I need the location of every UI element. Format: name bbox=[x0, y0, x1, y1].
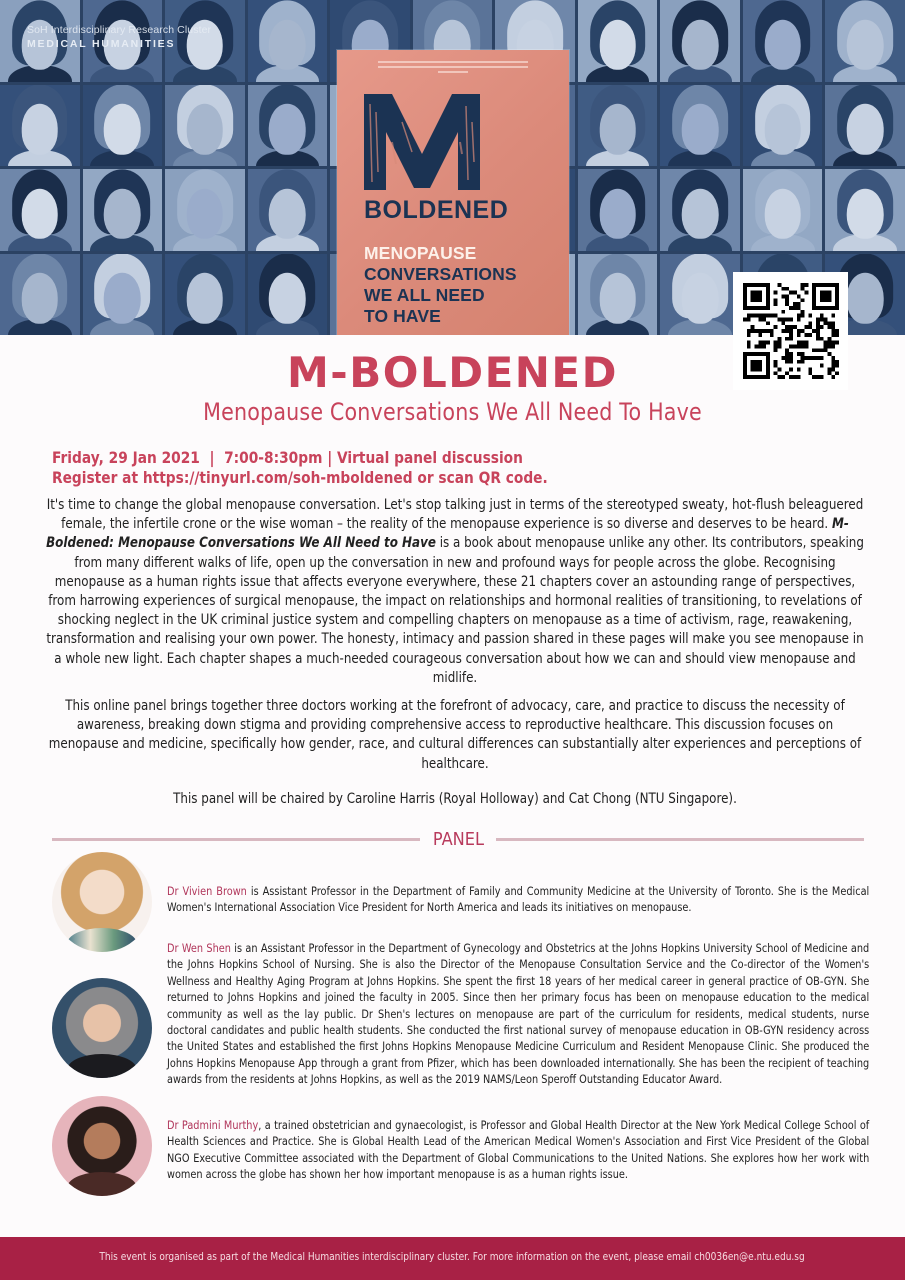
qr-code[interactable] bbox=[733, 272, 848, 390]
contributor-photo bbox=[743, 0, 823, 82]
panel-section-divider bbox=[52, 827, 864, 851]
description-paragraph-2 bbox=[46, 697, 864, 774]
description-text: is a book about menopause unlike any other. Its contributors, speaking from many different walks of life, open up the conversation in new and profound ways for people across the globe. Recognising menopause as a human rights issue that affects everyone everywhere, these 21 chapters cover an astounding range of perspectives, from harrowing experiences of surgical menopause, the impact on relationships and hormonal realities of transitioning, to revelations of shocking neglect in the UK criminal justice system and compelling chapters on menopause as a time of activism, rage, reawakening, transformation and realising your own power. The honesty, intimacy and passion shared in these pages will make you see menopause in a whole new light. Each chapter shapes a much-needed courageous conversation about how we can and should view menopause and midlife. bbox=[46, 535, 864, 686]
event-title: M-BOLDENED bbox=[287, 348, 618, 397]
panelist-bio-text: is an Assistant Professor in the Department of Gynecology and Obstetrics at the Johns Hopkins University School of Medicine and the Johns Hopkins School of Nursing. She is also the Director of the Menopause Consultation Service and the Co-director of the Women's Wellness and Healthy Aging Program at Johns Hopkins. She spent the first 18 years of her medical career in general practice of OB-GYN. She returned to Johns Hopkins and joined the faculty in 2005. Since then her primary focus has been on menopause education to the medical community as well as the lay public. Dr Shen's lectures on menopause are part of the curriculum for residents, medical students, nurse doctoral candidates and public health students. She conducted the first national survey of menopause education in OB-GYN residency across the United States and established the first Johns Hopkins Menopause Medicine Curriculum and Resident Menopause Clinic. She produced the Johns Hopkins Menopause App through a grant from Pfizer, which has been downloaded internationally. She has been the recipient of teaching awards from the residents at Johns Hopkins, as well as the 2019 NAMS/Leon Speroff Outstanding Educator Award. bbox=[167, 941, 870, 1087]
panelist-bio-wen-shen bbox=[167, 940, 869, 1088]
book-cover-quote bbox=[367, 58, 539, 78]
contributor-photo bbox=[660, 0, 740, 82]
contributor-photo bbox=[578, 169, 658, 251]
chair-info bbox=[46, 790, 864, 809]
cluster-label bbox=[27, 24, 211, 50]
book-subtitle-line: WE ALL NEED bbox=[364, 285, 485, 305]
avatar-padmini-murthy bbox=[52, 1096, 152, 1196]
avatar-vivien-brown bbox=[52, 852, 152, 952]
panelist-name: Dr Wen Shen bbox=[167, 941, 231, 955]
contributor-photo bbox=[825, 0, 905, 82]
book-subtitle-line: CONVERSATIONS bbox=[364, 264, 517, 284]
contributor-photo bbox=[743, 169, 823, 251]
description-paragraph-1 bbox=[46, 496, 864, 688]
contributor-photo bbox=[578, 0, 658, 82]
divider-line bbox=[496, 838, 864, 841]
panelist-name: Dr Vivien Brown bbox=[167, 884, 247, 898]
panelist-bio-text: , a trained obstetrician and gynaecologist, is Professor and Global Health Director at the New York Medical College School of Health Sciences and Practice. She is Global Health Lead of the American Medical Women's Association and First Vice President of the Global NGO Executive Committee associated with the Department of Global Communications to the United Nations. She explores how her work with women across the globe has shown her how important menopause is as a human rights issue. bbox=[167, 1118, 870, 1182]
book-title: BOLDENED bbox=[364, 196, 509, 224]
m-logo-icon bbox=[362, 92, 482, 192]
contributor-photo bbox=[660, 254, 740, 336]
cluster-title: MEDICAL HUMANITIES bbox=[27, 38, 176, 50]
contributor-photo bbox=[248, 85, 328, 167]
avatar-wen-shen bbox=[52, 978, 152, 1078]
contributor-photo bbox=[0, 85, 80, 167]
book-subtitle-line: MENOPAUSE bbox=[364, 243, 477, 263]
panelist-bio-text: is Assistant Professor in the Department of Family and Community Medicine at the University of Toronto. She is the Medical Women's International Association Vice President for North America and leads its initiatives on menopause. bbox=[167, 884, 870, 915]
contributor-photo bbox=[165, 169, 245, 251]
divider-line bbox=[52, 838, 420, 841]
footer-bar bbox=[0, 1237, 905, 1280]
contributor-photo bbox=[660, 169, 740, 251]
book-title-italic: M-Boldened: Menopause Conversations We All Need to Have bbox=[46, 516, 849, 552]
event-date-time: Friday, 29 Jan 2021 | 7:00-8:30pm | Virtual panel discussion bbox=[52, 448, 523, 467]
panelist-name: Dr Padmini Murthy bbox=[167, 1118, 259, 1132]
contributor-photo bbox=[743, 85, 823, 167]
contributor-photo bbox=[248, 254, 328, 336]
contributor-photo bbox=[578, 85, 658, 167]
footer-contact-text: This event is organised as part of the Medical Humanities interdisciplinary cluster. For more information on the event, please email ch0036en@e.ntu.edu.sg bbox=[99, 1250, 806, 1263]
panelist-bio-vivien-brown bbox=[167, 883, 869, 916]
contributor-photo bbox=[660, 85, 740, 167]
panelist-bio-padmini-murthy bbox=[167, 1117, 869, 1183]
chair-text: This panel will be chaired by Caroline Harris (Royal Holloway) and Cat Chong (NTU Singapore). bbox=[173, 791, 737, 807]
contributor-photo bbox=[578, 254, 658, 336]
contributor-photo bbox=[248, 169, 328, 251]
contributor-photo bbox=[0, 254, 80, 336]
book-subtitle-line: TO HAVE bbox=[364, 306, 441, 326]
registration-link[interactable]: Register at https://tinyurl.com/soh-mboldened or scan QR code. bbox=[52, 467, 548, 487]
contributor-photo bbox=[248, 0, 328, 82]
contributor-photo bbox=[83, 85, 163, 167]
event-subtitle: Menopause Conversations We All Need To Have bbox=[203, 398, 702, 426]
contributor-photo bbox=[825, 169, 905, 251]
contributor-photo bbox=[83, 169, 163, 251]
qr-code-icon bbox=[743, 283, 839, 379]
book-cover-image bbox=[337, 50, 569, 335]
event-info bbox=[52, 448, 548, 487]
book-subtitle bbox=[364, 243, 517, 327]
contributor-photo bbox=[165, 85, 245, 167]
contributor-photo bbox=[165, 254, 245, 336]
description-text: This online panel brings together three doctors working at the forefront of advocacy, care, and practice to discuss the necessity of awareness, breaking down stigma and providing comprehensive access to reproductive healthcare. This discussion focuses on menopause and medicine, specifically how gender, race, and cultural differences can substantially alter experiences and perceptions of healthcare. bbox=[48, 698, 862, 772]
cluster-subtitle: SoH Interdisciplinary Research Cluster bbox=[27, 24, 212, 36]
contributor-photo bbox=[83, 254, 163, 336]
contributor-photo bbox=[825, 85, 905, 167]
panel-heading: PANEL bbox=[432, 828, 484, 850]
contributor-photo bbox=[0, 169, 80, 251]
description-text: It's time to change the global menopause conversation. Let's stop talking just in terms of the stereotyped sweaty, hot-flush beleaguered female, the infertile crone or the wise woman – the reality of the menopause experience is so diverse and deserves to be heard. bbox=[46, 497, 864, 533]
